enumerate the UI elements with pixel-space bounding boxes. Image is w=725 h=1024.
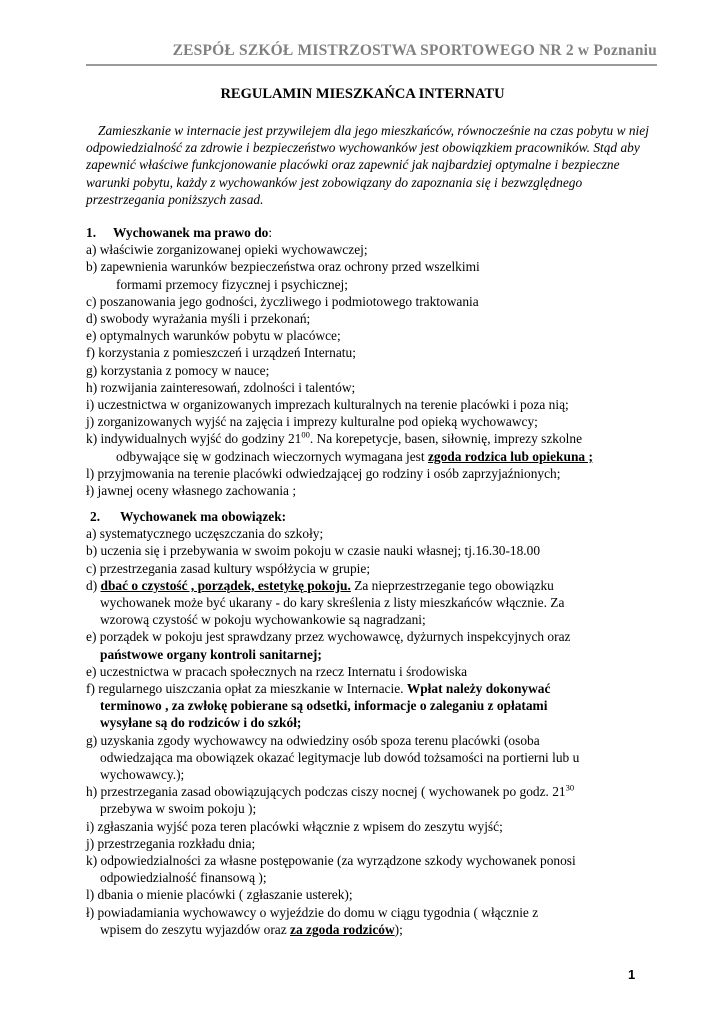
list-item: c) przestrzegania zasad kultury współżycia w grupie; <box>86 560 371 576</box>
list-item-continuation <box>86 448 656 465</box>
item-l2-text: wpisem do zeszytu wyjazdów oraz <box>100 921 291 937</box>
parental-consent-note: zgoda rodzica lub opiekuna ; <box>427 448 593 464</box>
section-1-colon: : <box>268 225 273 240</box>
section-1-number: 1. <box>86 225 97 240</box>
list-item-continuation: odwiedzająca ma obowiązek okazać legitymacje lub dowód tożsamości na portierni lub u <box>100 749 580 765</box>
item-k-line2: odbywające się w godzinach wieczornych wymagana jest <box>116 448 428 464</box>
item-k-text: k) indywidualnych wyjść do godziny 21 <box>86 431 302 447</box>
section-1-heading <box>86 224 656 241</box>
list-item: c) poszanowania jego godności, życzliwego i podmiotowego traktowania <box>86 293 479 309</box>
list-item: ł) powiadamiania wychowawcy o wyjeździe do domu w ciągu tygodnia ( włącznie z <box>86 904 539 920</box>
list-item: g) korzystania z pomocy w nauce; <box>86 362 270 378</box>
list-item-continuation: państwowe organy kontroli sanitarnej; <box>100 646 322 662</box>
section-2-title: Wychowanek ma obowiązek: <box>120 509 287 524</box>
list-item: a) systematycznego uczęszczania do szkoły; <box>86 526 324 542</box>
list-item: e) porządek w pokoju jest sprawdzany przez wychowawcę, dyżurnych inspekcyjnych oraz <box>86 629 571 645</box>
list-item: g) uzyskania zgody wychowawcy na odwiedziny osób spoza terenu placówki (osoba <box>86 732 540 748</box>
section-1-title: Wychowanek ma prawo do <box>113 225 269 240</box>
list-item: ł) jawnej oceny własnego zachowania ; <box>86 483 297 499</box>
list-item <box>86 783 656 800</box>
list-item <box>86 577 656 594</box>
list-item-continuation: odpowiedzialność finansową ); <box>100 870 267 886</box>
item-k-text-cont: . Na korepetycje, basen, siłownię, imprezy szkolne <box>309 431 583 447</box>
intro-paragraph: Zamieszkanie w internacie jest przywilejem dla jego mieszkańców, równocześnie na czas pobytu w niej odpowiedzialność za zdrowie i bezpieczeństwo wychowanków jest obowiązkiem pracowników. Stąd aby zapewnić właściwe funkcjonowanie placówki oraz zapewnić jak najbardziej optymalne i bezpieczne warunki pobytu, każdy z wychowanków jest zobowiązany do zapoznania się i bezwzględnego przestrzegania poniższych zasad. <box>86 123 649 207</box>
list-item: j) zorganizowanych wyjść na zajęcia i imprezy kulturalne pod opieką wychowawcy; <box>86 414 538 430</box>
list-item: i) uczestnictwa w organizowanych imprezach kulturalnych na terenie placówki i poza nią; <box>86 397 569 413</box>
item-k-time-sup: 00 <box>301 429 310 440</box>
list-item: k) odpowiedzialności za własne postępowanie (za wyrządzone szkody wychowanek ponosi <box>86 853 576 869</box>
list-item-continuation: wychowanek może być ukarany - do kary skreślenia z listy mieszkańców włącznie. Za <box>100 595 565 611</box>
list-item: e) optymalnych warunków pobytu w placówce; <box>86 328 341 344</box>
item-f-text: f) regularnego uiszczania opłat za mieszkanie w Internacie. <box>86 681 407 697</box>
list-item-continuation: wychowawcy.); <box>100 767 185 783</box>
section-2-heading <box>86 508 656 525</box>
list-item-continuation: wysyłane są do rodziców i do szkół; <box>100 715 302 731</box>
section-duties <box>86 508 656 938</box>
item-d-prefix: d) <box>86 577 101 593</box>
list-item-continuation <box>86 921 656 938</box>
item-l2-end: ); <box>394 921 403 937</box>
list-item: d) swobody wyrażania myśli i przekonań; <box>86 311 311 327</box>
list-item-continuation: formami przemocy fizycznej i psychicznej; <box>116 276 349 292</box>
list-item-continuation: przebywa w swoim pokoju ); <box>100 801 257 817</box>
item-d-text: Za nieprzestrzeganie tego obowiązku <box>350 577 554 593</box>
list-item: f) korzystania z pomieszczeń i urządzeń Internatu; <box>86 345 356 361</box>
payment-rule: Wpłat należy dokonywać <box>406 681 551 697</box>
list-item: l) dbania o mienie placówki ( zgłaszanie usterek); <box>86 887 353 903</box>
list-item <box>86 430 656 447</box>
list-item: h) rozwijania zainteresowań, zdolności i talentów; <box>86 379 356 395</box>
item-h-time-sup: 30 <box>565 782 575 793</box>
parental-consent-note: za zgoda rodziców <box>290 921 395 937</box>
list-item: b) uczenia się i przebywania w swoim pokoju w czasie nauki własnej; tj.16.30-18.00 <box>86 543 541 559</box>
list-item: b) zapewnienia warunków bezpieczeństwa oraz ochrony przed wszelkimi <box>86 259 480 275</box>
list-item: i) zgłaszania wyjść poza teren placówki włącznie z wpisem do zeszytu wyjść; <box>86 818 503 834</box>
list-item <box>86 680 656 697</box>
list-item: a) właściwie zorganizowanej opieki wychowawczej; <box>86 242 368 258</box>
document-title: REGULAMIN MIESZKAŃCA INTERNATU <box>220 86 505 102</box>
section-2-number: 2. <box>90 509 101 524</box>
cleanliness-rule: dbać o czystość , porządek, estetykę pokoju. <box>100 577 351 593</box>
list-item: l) przyjmowania na terenie placówki odwiedzającej go rodziny i osób zaprzyjaźnionych; <box>86 465 561 481</box>
list-item: j) przestrzegania rozkładu dnia; <box>86 835 256 851</box>
page-number: 1 <box>628 967 636 982</box>
item-h-text: h) przestrzegania zasad obowiązujących podczas ciszy nocnej ( wychowanek po godz. 21 <box>86 784 566 800</box>
list-item-continuation: terminowo , za zwłokę pobierane są odsetki, informacje o zaleganiu z opłatami <box>100 698 548 714</box>
list-item-continuation: wzorową czystość w pokoju wychowankowie są nagradzani; <box>100 612 426 628</box>
school-header: ZESPÓŁ SZKÓŁ MISTRZOSTWA SPORTOWEGO NR 2 w Poznaniu <box>86 42 657 66</box>
list-item: e) uczestnictwa w pracach społecznych na rzecz Internatu i środowiska <box>86 663 468 679</box>
section-rights <box>86 224 656 499</box>
